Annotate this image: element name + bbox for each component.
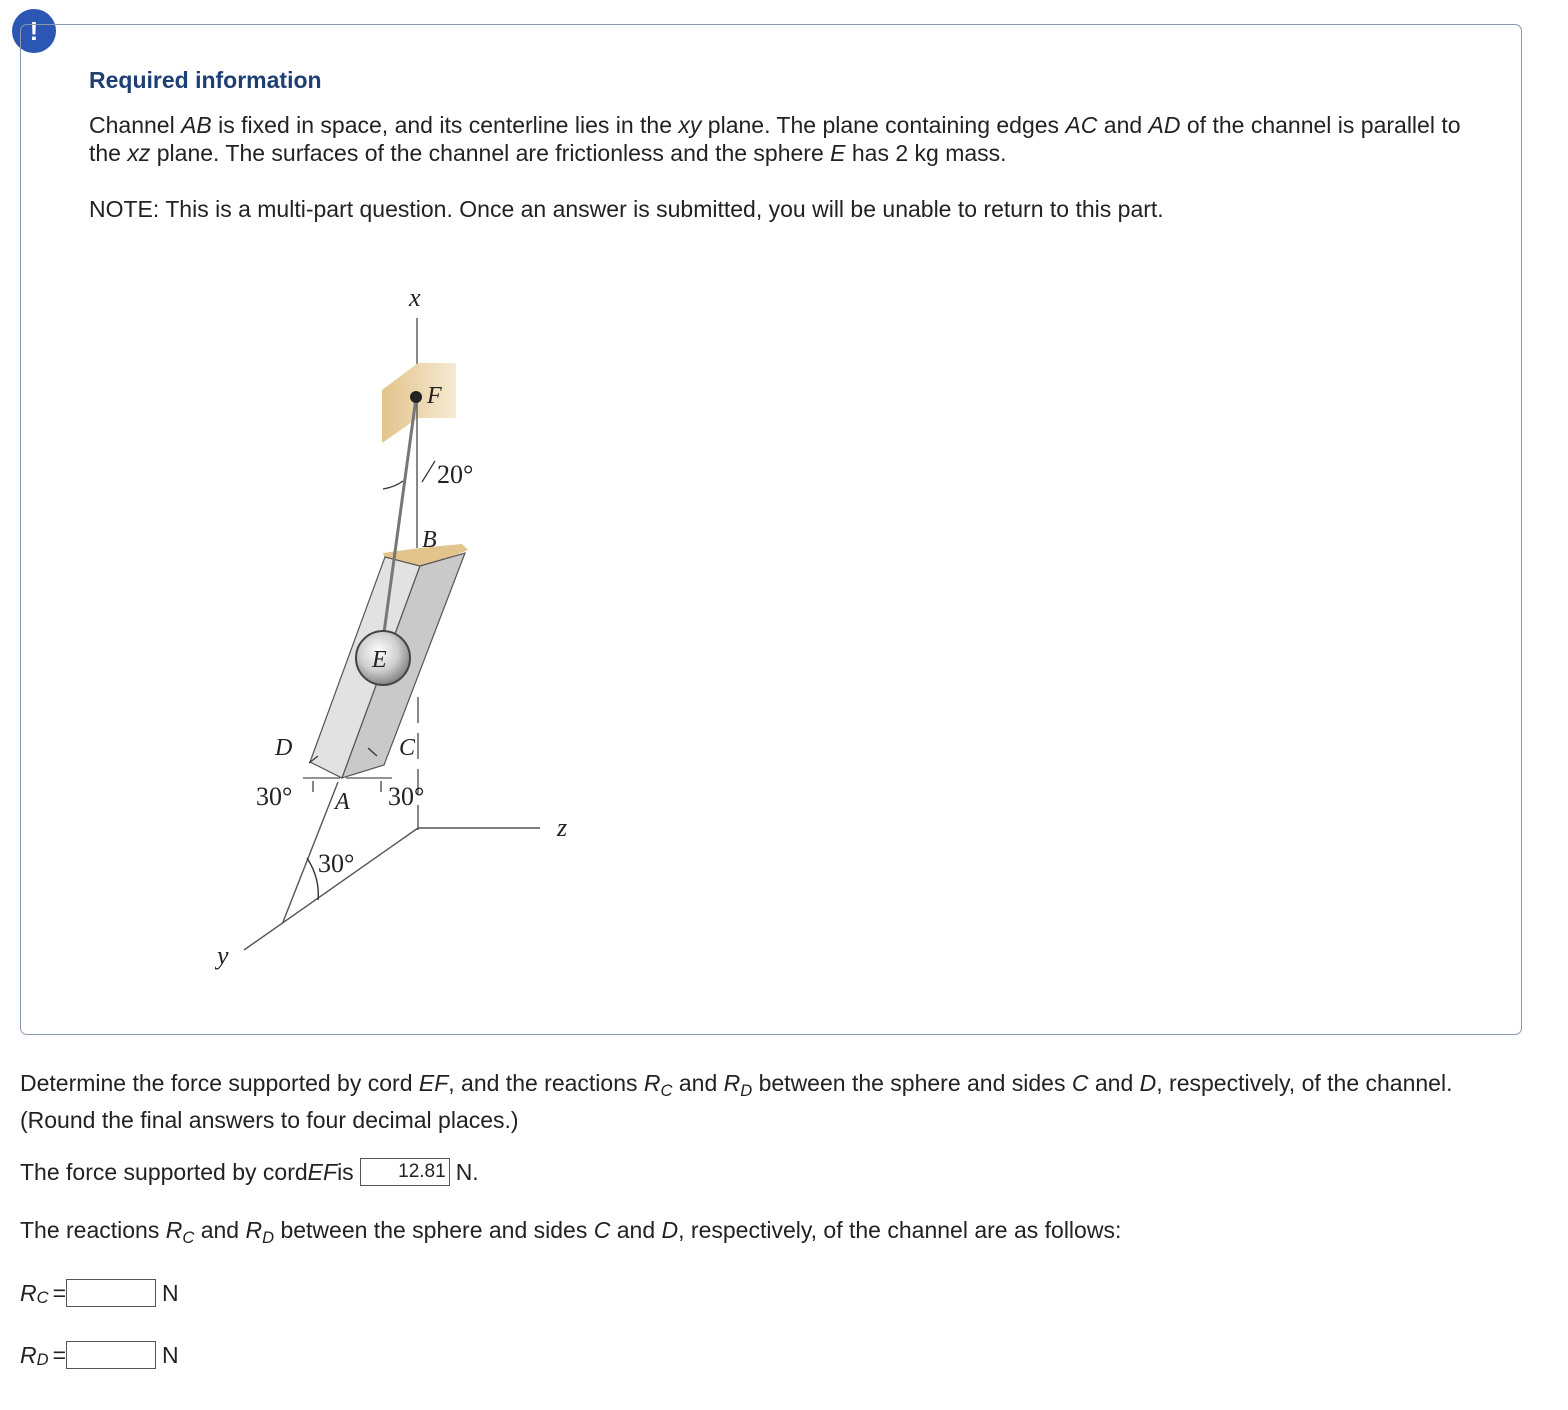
reactions-text: The reactions $R_C$ and $R_D$ between the sphere and sides C and D, respectively, of the channel are as follows: <box>20 1217 1122 1248</box>
angle-20-tick <box>422 461 435 482</box>
rd-input[interactable] <box>66 1341 156 1369</box>
angle-20-arc <box>383 481 403 489</box>
rd-row: R D = N <box>20 1342 179 1370</box>
rc-row: R C = N <box>20 1280 179 1308</box>
point-f-dot <box>410 391 422 403</box>
label-angle-30-base: 30° <box>318 849 355 878</box>
label-e: E <box>372 647 387 673</box>
label-a: A <box>335 789 350 815</box>
alert-icon: ! <box>12 9 56 53</box>
label-x: x <box>409 283 421 312</box>
label-b: B <box>422 527 437 553</box>
y-axis <box>244 828 418 950</box>
cord-force-input[interactable] <box>360 1158 450 1186</box>
label-y: y <box>217 941 229 970</box>
label-d: D <box>275 735 293 761</box>
info-title: Required information <box>89 67 322 93</box>
info-paragraph: Channel AB is fixed in space, and its centerline lies in the xy plane. The plane containing edges AC and AD of the channel is parallel to the xz plane. The surfaces of the channel are frictionless and the sphere E has 2 kg mass. <box>89 112 1461 166</box>
note-text: NOTE: This is a multi-part question. Once an answer is submitted, you will be unable to return to this part. <box>89 196 1164 222</box>
label-f: F <box>427 383 442 409</box>
label-angle-30-right: 30° <box>388 782 425 811</box>
question-text: Determine the force supported by cord EF, and the reactions $R_C$ and $R_D$ between the sphere and sides C and D, respectively, of the channel. (Round the final answers to four decimal places.) <box>20 1070 1453 1133</box>
wall-support <box>382 363 456 443</box>
rc-input[interactable] <box>66 1279 156 1307</box>
angle-30-base-arc <box>307 858 318 900</box>
label-angle-20: 20° <box>437 460 474 489</box>
label-z: z <box>557 813 568 842</box>
cord-force-row: The force supported by cord EF is 12.81 N. <box>20 1157 479 1187</box>
label-angle-30-left: 30° <box>256 782 293 811</box>
label-c: C <box>399 735 416 761</box>
